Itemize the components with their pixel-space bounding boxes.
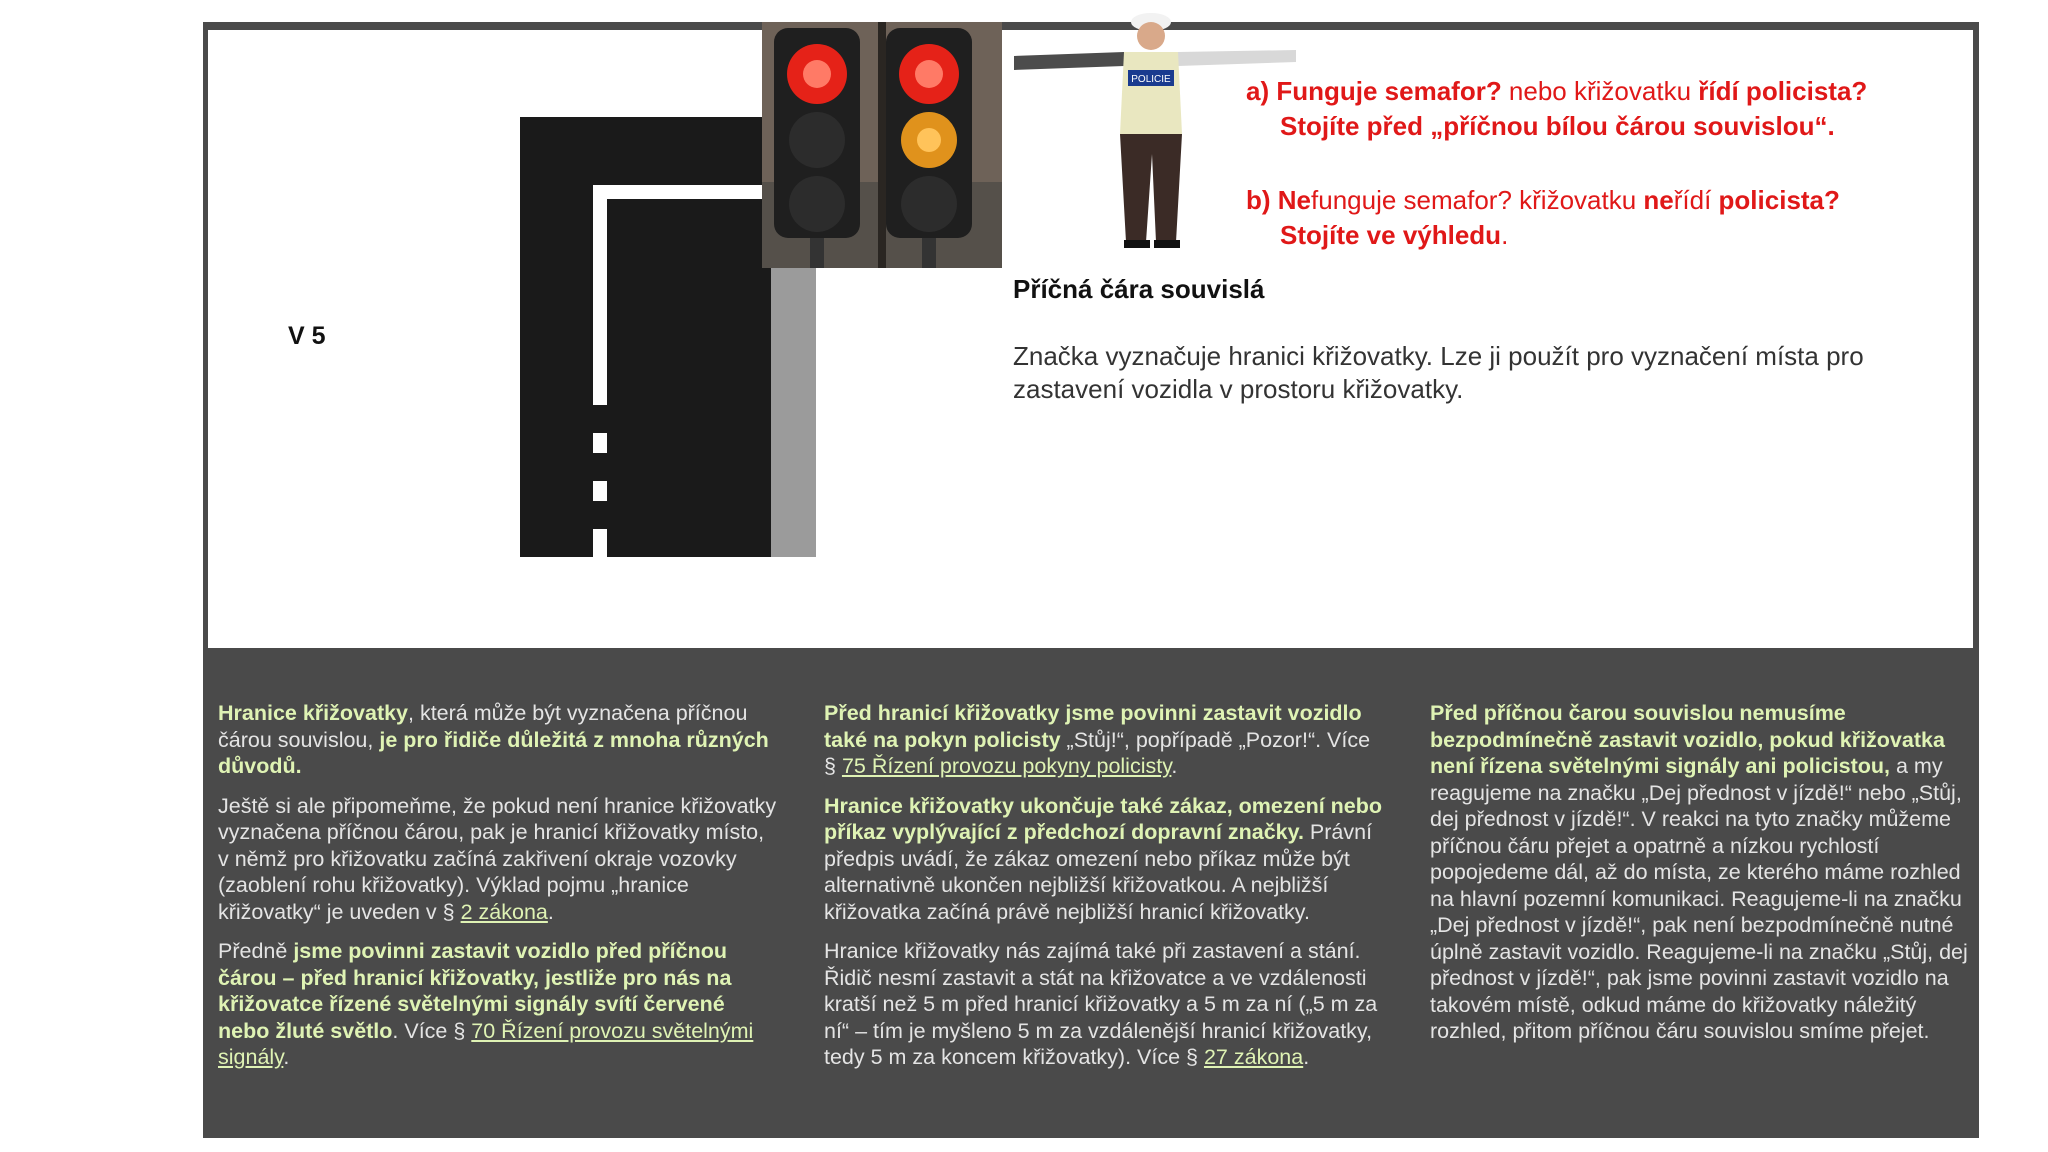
law-link-75[interactable]: 75 Řízení provozu pokyny policisty — [841, 754, 1172, 778]
paragraph: Hranice křižovatky nás zajímá také při zastavení a stání. Řidič nesmí zastavit a stát na křižovatce a ve vzdálenosti kratší než 5 m před hranicí křižovatky a 5 m za ní („5 m za ní“ – tím je myšleno 5 m za vzdálenější hranicí křižovatky, tedy 5 m za koncem křižovatky). Více § 27 zákona. — [824, 939, 1378, 1069]
question-a: a) Funguje semafor? nebo křižovatku řídí policista? Stojíte před „příčnou bílou čárou souvislou“. — [1246, 76, 1868, 141]
law-link-70[interactable]: 70 Řízení provozu světelnými signály — [218, 1018, 754, 1069]
text-column-3 — [1430, 700, 1975, 1058]
paragraph: Před příčnou čarou souvislou nemusíme bezpodmínečně zastavit vozidlo, pokud křižovatka není řízena světelnými signály ani policistou, a my reagujeme na značku „Dej přednost v jízdě!“ nebo „Stůj, dej přednost v jízdě!“. V reakci na tyto značky můžeme příčnou čáru přejet a opatrně a nízkou rychlostí popojedeme dál, až do místa, ze kterého máme rozhled na hlavní pozemní komunikaci. Reagujeme-li na značku „Dej přednost v jízdě!“, pak není bezpodmínečně nutné úplně zastavit vozidlo. Reagujeme-li na značku „Stůj, dej přednost v jízdě!“, pak jsme povinni zastavit vozidlo na takovém místě, odkud máme do křižovatky náležitý rozhled, přitom příčnou čáru souvislou smíme přejet. — [1430, 701, 1968, 1043]
sign-code: V 5 — [288, 322, 326, 350]
police-vest-label: POLICIE — [1131, 74, 1171, 85]
paragraph: Předně jsme povinni zastavit vozidlo před příčnou čárou – před hranicí křižovatky, jestliže pro nás na křižovatce řízené světelnými signály svítí červené nebo žluté světlo. Více § 70 Řízení provozu světelnými signály. — [218, 939, 754, 1069]
paragraph: Před hranicí křižovatky jsme povinni zastavit vozidlo také na pokyn policisty „Stůj!“, popřípadě „Pozor!“. Více § 75 Řízení provozu pokyny policisty. — [824, 701, 1371, 778]
text-column-1 — [218, 700, 778, 1084]
sign-description: Značka vyznačuje hranici křižovatky. Lze ji použít pro vyznačení místa pro zastavení vozidla v prostoru křižovatky. — [1013, 341, 1864, 404]
sign-heading: Příčná čára souvislá — [1013, 274, 1265, 304]
text-column-2 — [824, 700, 1384, 1084]
paragraph: Hranice křižovatky, která může být vyznačena příčnou čárou souvislou, je pro řidiče důležitá z mnoha různých důvodů. — [218, 701, 769, 778]
question-b: b) Nefunguje semafor? křižovatku neřídí policista? Stojíte ve výhledu. — [1246, 185, 1840, 250]
law-link-2[interactable]: 2 zákona — [460, 899, 548, 924]
paragraph: Ještě si ale připomeňme, že pokud není hranice křižovatky vyznačena příčnou čárou, pak je hranicí křižovatky místo, v němž pro křižovatku začíná zakřivení okraje vozovky (zaoblení rohu křižovatky). Výklad pojmu „hranice křižovatky“ je uveden v § 2 zákona. — [218, 793, 777, 924]
traffic-lights-photo — [762, 22, 1002, 268]
law-link-27[interactable]: 27 zákona — [1203, 1045, 1304, 1069]
paragraph: Hranice křižovatky ukončuje také zákaz, omezení nebo příkaz vyplývající z předchozí dopravní značky. Právní předpis uvádí, že zákaz omezení nebo příkaz může být alternativně ukončen nejbližší křižovatkou. A nejbližší křižovatka začíná právě nejbližší hranicí křižovatky. — [824, 793, 1383, 924]
